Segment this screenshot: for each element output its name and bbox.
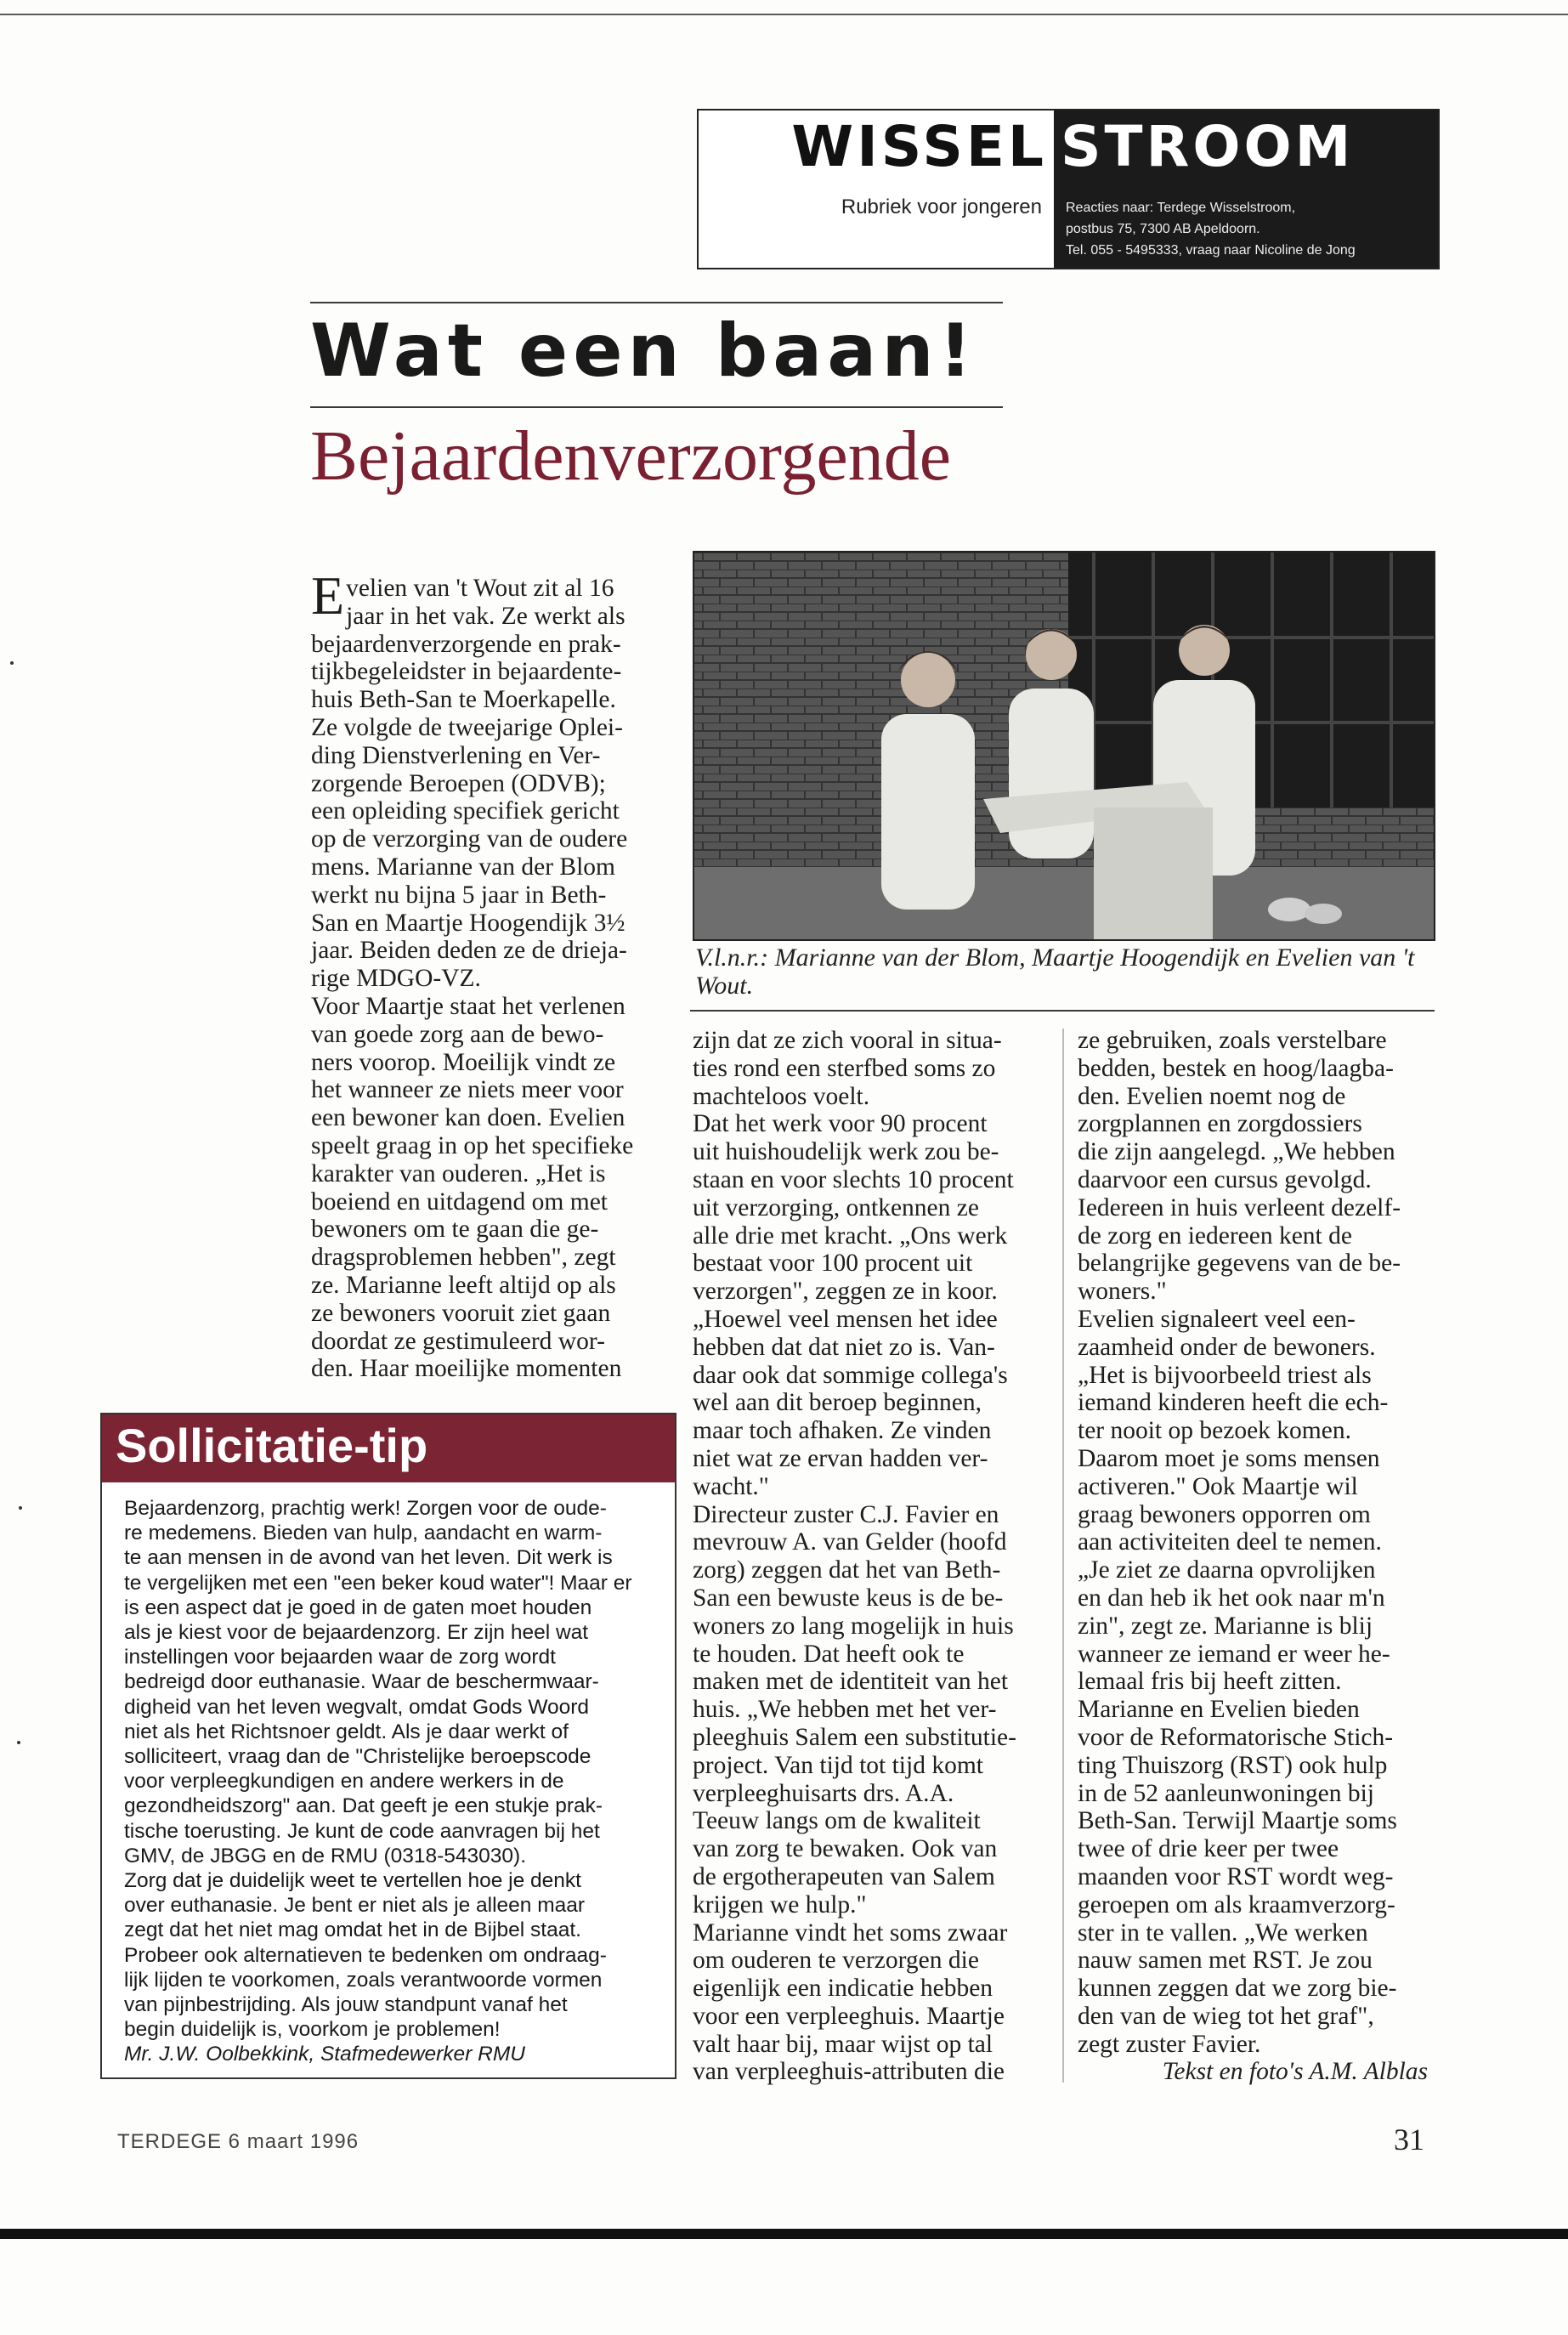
text-line: voor de Reformatorische Stich- <box>1078 1723 1394 1751</box>
masthead-left-panel <box>699 111 1054 268</box>
text-line: Marianne vindt het soms zwaar <box>693 1918 1008 1947</box>
text-line: hebben dat dat niet zo is. Van- <box>693 1333 995 1361</box>
text-line: zegt zuster Favier. <box>1078 2030 1261 2058</box>
text-line: te houden. Dat heeft ook te <box>693 1640 965 1668</box>
text-line: Marianne en Evelien bieden <box>1078 1696 1360 1724</box>
text-line: Dat het werk voor 90 procent <box>693 1110 988 1138</box>
text-line: in de 52 aanleunwoningen bij <box>1078 1779 1375 1807</box>
text-line: ster in te vallen. „We werken <box>1078 1918 1368 1947</box>
article-signoff: Tekst en foto's A.M. Alblas <box>1162 2058 1428 2086</box>
text-line: jaar. Beiden deden ze de drieja- <box>311 937 627 965</box>
photo-illustration <box>694 553 1434 939</box>
text-line: te aan mensen in de avond van het leven. Dit werk is <box>124 1546 613 1570</box>
rule-below-kicker <box>310 406 1003 408</box>
tip-header <box>102 1414 675 1482</box>
contact-line: postbus 75, 7300 AB Apeldoorn. <box>1066 222 1260 236</box>
text-line: staan en voor slechts 10 procent <box>693 1165 1014 1193</box>
rule-above-kicker <box>310 302 1003 303</box>
text-line: rige MDGO-VZ. <box>311 965 481 993</box>
text-line: zorgplannen en zorgdossiers <box>1078 1110 1362 1138</box>
text-line: alle drie met kracht. „Ons werk <box>693 1221 1008 1250</box>
tip-body <box>124 1496 665 2067</box>
masthead-right-panel <box>1054 111 1438 268</box>
text-line: pleeghuis Salem een substitutie- <box>693 1723 1016 1751</box>
bottom-rule <box>0 2229 1568 2239</box>
text-line: San en Maartje Hoogendijk 3½ <box>311 909 626 937</box>
text-line: ze bewoners vooruit ziet gaan <box>311 1299 611 1327</box>
tip-title: Sollicitatie-tip <box>116 1419 428 1472</box>
text-line: voor een verpleeghuis. Maartje <box>693 2002 1005 2030</box>
text-line: het wanneer ze niets meer voor <box>311 1076 624 1104</box>
text-line: Daarom moet je soms mensen <box>1078 1444 1380 1472</box>
masthead-word-wissel: WISSEL <box>791 114 1047 179</box>
text-line: ties rond een sterfbed soms zo <box>693 1054 996 1082</box>
text-line: wel aan dit beroep beginnen, <box>693 1389 982 1417</box>
text-line: de ergotherapeuten van Salem <box>693 1862 995 1890</box>
text-line: zijn dat ze zich vooral in situa- <box>693 1027 1002 1054</box>
text-line: zegt dat het niet mag omdat het in de Bijbel staat. <box>124 1918 581 1942</box>
text-line: Voor Maartje staat het verlenen <box>311 992 626 1020</box>
text-line: speelt graag in op het specifieke <box>311 1131 634 1159</box>
text-line: zin", zegt ze. Marianne is blij <box>1078 1612 1373 1640</box>
text-line: verpleeghuisarts drs. A.A. <box>693 1779 954 1807</box>
text-line: daarvoor een cursus gevolgd. <box>1078 1165 1372 1193</box>
text-line: bedden, bestek en hoog/laagba- <box>1078 1054 1394 1082</box>
tip-signature: Mr. J.W. Oolbekkink, Stafmedewerker RMU <box>124 2043 525 2066</box>
rule-below-caption <box>690 1010 1435 1012</box>
text-line: woners." <box>1078 1278 1167 1306</box>
text-line: activeren." Ook Maartje wil <box>1078 1472 1358 1500</box>
text-line: Bejaardenzorg, prachtig werk! Zorgen voor de oude- <box>124 1497 607 1520</box>
tip-frame <box>100 1413 676 2079</box>
text-line: om ouderen te verzorgen die <box>693 1947 979 1975</box>
text-line: Directeur zuster C.J. Favier en <box>693 1500 999 1528</box>
article-column-3 <box>1078 1027 1435 2086</box>
text-line: GMV, de JBGG en de RMU (0318-543030). <box>124 1844 527 1867</box>
text-line: over euthanasie. Je bent er niet als je alleen maar <box>124 1894 586 1918</box>
contact-line: Reacties naar: Terdege Wisselstroom, <box>1066 201 1296 215</box>
text-line: tische toerusting. Je kunt de code aanvragen bij het <box>124 1819 600 1843</box>
masthead-subtitle: Rubriek voor jongeren <box>841 196 1042 218</box>
text-line: niet als het Richtsnoer geldt. Als je daar werkt of <box>124 1720 569 1743</box>
text-line: en dan heb ik het ook naar m'n <box>1078 1584 1385 1612</box>
text-line: op de verzorging van de oudere <box>311 825 628 853</box>
photo-caption: V.l.n.r.: Marianne van der Blom, Maartje Hoogendijk en Evelien van 't Wout. <box>695 944 1415 1000</box>
text-line: begin duidelijk is, voorkom je problemen! <box>124 2018 501 2042</box>
text-line: een opleiding specifiek gericht <box>311 797 620 825</box>
text-line: Ze volgde de tweejarige Oplei- <box>311 713 623 741</box>
text-line: huis Beth-San te Moerkapelle. <box>311 686 616 714</box>
text-line: boeiend en uitdagend om met <box>311 1187 608 1216</box>
text-line: Teeuw langs om de kwaliteit <box>693 1807 981 1835</box>
text-line: bedreigd door euthanasie. Waar de beschermwaar- <box>124 1670 599 1694</box>
text-line: solliciteert, vraag dan de "Christelijke beroepscode <box>124 1745 592 1769</box>
text-line: lemaal fris bij heeft zitten. <box>1078 1668 1342 1696</box>
text-line: velien van 't Wout zit al 16 <box>346 575 614 602</box>
text-line: wacht." <box>693 1472 769 1500</box>
text-line: daar ook dat sommige collega's <box>693 1361 1008 1389</box>
sollicitatie-tip-box <box>100 1413 673 2335</box>
margin-mark <box>17 1741 20 1744</box>
text-line: lijk lijden te voorkomen, zoals verantwoorde vormen <box>124 1968 603 1992</box>
text-line: twee of drie keer per twee <box>1078 1835 1339 1863</box>
masthead-contact <box>1066 197 1356 261</box>
text-line: krijgen we hulp." <box>693 1890 867 1918</box>
text-line: Evelien signaleert veel een- <box>1078 1305 1356 1333</box>
text-line: doordat ze gestimuleerd wor- <box>311 1327 605 1355</box>
contact-line: Tel. 055 - 5495333, vraag naar Nicoline de Jong <box>1066 243 1356 258</box>
text-line: San een bewuste keus is de be- <box>693 1584 1004 1612</box>
text-line: bewoners om te gaan die ge- <box>311 1216 599 1244</box>
margin-mark <box>19 1506 22 1510</box>
text-line: belangrijke gegevens van de be- <box>1078 1250 1401 1278</box>
text-line: eigenlijk een indicatie hebben <box>693 1975 993 2003</box>
text-line: valt haar bij, maar wijst op tal <box>693 2030 993 2058</box>
drop-cap: E <box>311 565 345 626</box>
text-line: Beth-San. Terwijl Maartje soms <box>1078 1807 1397 1835</box>
text-line: zorg) zeggen dat het van Beth- <box>693 1556 1001 1584</box>
text-line: iemand kinderen heeft die ech- <box>1078 1389 1389 1417</box>
margin-mark <box>10 661 14 665</box>
text-line: Iedereen in huis verleent dezelf- <box>1078 1193 1401 1221</box>
text-line: werkt nu bijna 5 jaar in Beth- <box>311 881 607 909</box>
text-line: tijkbegeleidster in bejaardente- <box>311 658 622 686</box>
text-line: kunnen zeggen dat we zorg bie- <box>1078 1975 1397 2003</box>
text-line: den van de wieg tot het graf", <box>1078 2002 1374 2030</box>
text-line: een bewoner kan doen. Evelien <box>311 1104 626 1132</box>
text-line: woners zo lang mogelijk in huis <box>693 1612 1014 1640</box>
text-line: verzorgen", zeggen ze in koor. <box>693 1278 998 1306</box>
text-line: dragsproblemen hebben", zegt <box>311 1244 616 1272</box>
headline: Bejaardenverzorgende <box>310 417 952 496</box>
footer-issue: TERDEGE 6 maart 1996 <box>117 2130 359 2153</box>
top-rule <box>0 14 1568 15</box>
text-line: maken met de identiteit van het <box>693 1668 1009 1696</box>
masthead <box>697 109 1440 269</box>
text-line: „Het is bijvoorbeeld triest als <box>1078 1361 1372 1389</box>
text-line: maanden voor RST wordt weg- <box>1078 1862 1394 1890</box>
text-line: re medemens. Bieden van hulp, aandacht en warm- <box>124 1522 603 1545</box>
text-line: aan activiteiten deel te nemen. <box>1078 1528 1382 1556</box>
text-line: den. Evelien noemt nog de <box>1078 1082 1346 1110</box>
masthead-word-stroom: STROOM <box>1061 114 1355 179</box>
text-line: mens. Marianne van der Blom <box>311 853 616 881</box>
text-line: als je kiest voor de bejaardenzorg. Er zijn heel wat <box>124 1621 589 1645</box>
kicker-title: Wat een baan! <box>310 309 977 394</box>
text-line: uit verzorging, ontkennen ze <box>693 1193 979 1221</box>
article-column-1 <box>311 565 661 1383</box>
text-line: jaar in het vak. Ze werkt als <box>346 602 626 630</box>
text-line: wanneer ze iemand er weer he- <box>1078 1640 1390 1668</box>
text-line: ze gebruiken, zoals verstelbare <box>1078 1027 1387 1054</box>
text-line: van pijnbestrijding. Als jouw standpunt vanaf het <box>124 1993 568 2017</box>
text-line: digheid van het leven wegvalt, omdat Gods Woord <box>124 1695 590 1719</box>
text-line: project. Van tijd tot tijd komt <box>693 1751 983 1779</box>
text-line: de zorg en iedereen kent de <box>1078 1221 1352 1250</box>
text-line: bestaat voor 100 procent uit <box>693 1250 973 1278</box>
text-line: ze. Marianne leeft altijd op als <box>311 1271 616 1299</box>
text-line: die zijn aangelegd. „We hebben <box>1078 1138 1395 1166</box>
text-line: instellingen voor bejaarden waar de zorg wordt <box>124 1646 556 1669</box>
article-photo <box>693 551 1435 941</box>
text-line: karakter van ouderen. „Het is <box>311 1159 606 1187</box>
text-line: is een aspect dat je goed in de gaten moet houden <box>124 1595 592 1619</box>
text-line: ting Thuiszorg (RST) ook hulp <box>1078 1751 1388 1779</box>
text-line: ding Dienstverlening en Ver- <box>311 741 601 769</box>
text-line: zaamheid onder de bewoners. <box>1078 1333 1376 1361</box>
column-divider <box>1062 1029 1064 2083</box>
text-line: zorgende Beroepen (ODVB); <box>311 769 606 797</box>
text-line: uit huishoudelijk werk zou be- <box>693 1138 999 1166</box>
text-line: te vergelijken met een "een beker koud water"! Maar er <box>124 1571 632 1595</box>
page-number: 31 <box>1394 2122 1424 2156</box>
text-line: geroepen om als kraamverzorg- <box>1078 1890 1395 1918</box>
text-line: niet wat ze ervan hadden ver- <box>693 1444 988 1472</box>
article-column-2 <box>693 1027 1050 2086</box>
text-line: mevrouw A. van Gelder (hoofd <box>693 1528 1007 1556</box>
text-line: van goede zorg aan de bewo- <box>311 1020 604 1048</box>
text-line: Probeer ook alternatieven te bedenken om ondraag- <box>124 1943 607 1967</box>
text-line: ners voorop. Moeilijk vindt ze <box>311 1048 616 1076</box>
text-line: machteloos voelt. <box>693 1082 870 1110</box>
text-line: „Hoewel veel mensen het idee <box>693 1305 998 1333</box>
text-line: „Je ziet ze daarna opvrolijken <box>1078 1556 1376 1584</box>
text-line: huis. „We hebben met het ver- <box>693 1696 997 1724</box>
text-line: voor verpleegkundigen en andere werkers in de <box>124 1770 564 1794</box>
text-line: Zorg dat je duidelijk weet te vertellen hoe je denkt <box>124 1869 581 1893</box>
text-line: den. Haar moeilijke momenten <box>311 1355 622 1383</box>
text-line: van zorg te bewaken. Ook van <box>693 1835 998 1863</box>
text-line: gezondheidszorg" aan. Dat geeft je een stukje prak- <box>124 1794 603 1818</box>
text-line: van verpleeghuis-attributen die <box>693 2058 1005 2086</box>
text-line: maar toch afhaken. Ze vinden <box>693 1417 992 1445</box>
text-line: bejaardenverzorgende en prak- <box>311 630 621 658</box>
text-line: graag bewoners opporren om <box>1078 1500 1371 1528</box>
text-line: ter nooit op bezoek komen. <box>1078 1417 1351 1445</box>
text-line: nauw samen met RST. Je zou <box>1078 1947 1373 1975</box>
